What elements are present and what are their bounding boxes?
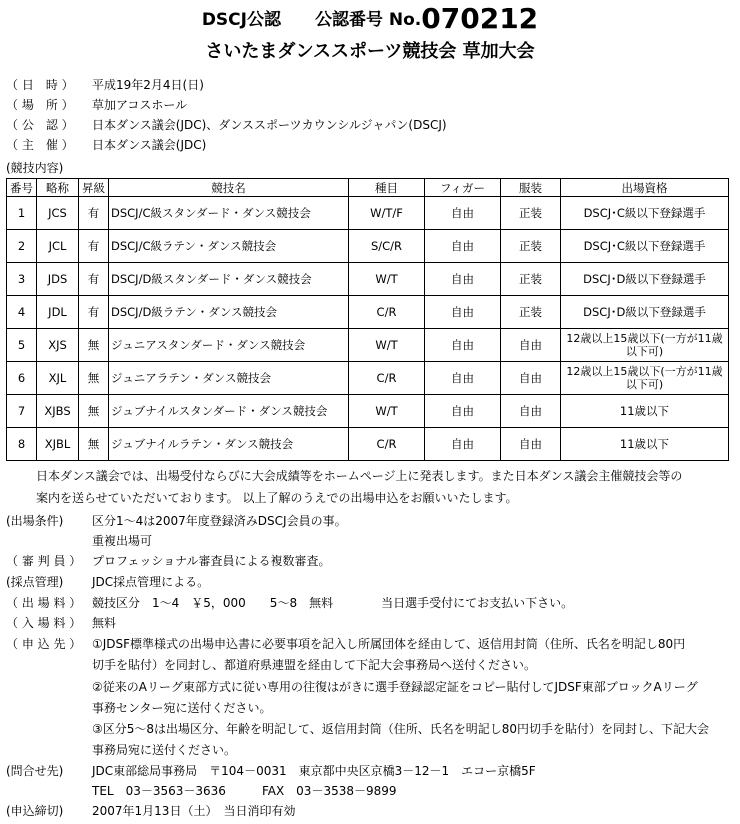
detail-key: (出場条件) [6, 514, 64, 528]
cell-name: ジュブナイルスタンダード・ダンス競技会 [109, 395, 349, 428]
cell-promo: 有 [79, 296, 109, 329]
table-row [7, 329, 729, 362]
table-row [7, 296, 729, 329]
header-dress: 服装 [501, 179, 561, 197]
cell-qual: 11歳以下 [561, 428, 729, 461]
detail-key: (申込締切) [6, 804, 64, 818]
info-key: （ 主 催 ） [6, 138, 74, 152]
cell-no: 8 [7, 428, 37, 461]
cell-promo: 無 [79, 362, 109, 395]
cell-promo: 有 [79, 263, 109, 296]
info-value: 平成19年2月4日(日) [92, 78, 204, 92]
events-table [6, 178, 729, 461]
detail-key: （ 入 場 料 ） [6, 616, 82, 630]
info-key: （ 公 認 ） [6, 118, 74, 132]
cert-label: 公認番号 No. [314, 10, 422, 30]
detail-key: (採点管理) [6, 575, 64, 589]
section-label: (競技内容) [6, 161, 64, 175]
header-promo: 昇級 [79, 179, 109, 197]
cell-no: 2 [7, 230, 37, 263]
info-value: 草加アコスホール [92, 98, 188, 112]
detail-key: （ 審 判 員 ） [6, 554, 82, 568]
cell-figure: 自由 [425, 263, 501, 296]
cell-name: ジュニアスタンダード・ダンス競技会 [109, 329, 349, 362]
detail-conditions [6, 512, 347, 529]
detail-value: 区分1～4は2007年度登録済みDSCJ会員の事。 [92, 514, 347, 528]
info-key: （ 日 時 ） [6, 78, 74, 92]
cell-qual: 11歳以下 [561, 395, 729, 428]
detail-value: プロフェッショナル審査員による複数審査。 [92, 554, 331, 568]
info-organizer [6, 136, 206, 153]
table-row [7, 362, 729, 395]
apply-line: ③区分5～8は出場区分、年齢を明記して、返信用封筒（住所、氏名を明記し80円切手を貼付）を同封し、下記大会 [92, 722, 710, 736]
contact-phone: TEL 03－3563－3636 FAX 03－3538－9899 [92, 784, 397, 798]
cell-figure: 自由 [425, 395, 501, 428]
cell-name: DSCJ/D級スタンダード・ダンス競技会 [109, 263, 349, 296]
cell-qual: DSCJ･C級以下登録選手 [561, 230, 729, 263]
table-row [7, 395, 729, 428]
cell-figure: 自由 [425, 197, 501, 230]
cell-dress: 自由 [501, 329, 561, 362]
cell-dance: C/R [349, 296, 425, 329]
cell-figure: 自由 [425, 362, 501, 395]
notice-line-2: 案内を送らせていただいております。 以上了解のうえでの出場申込をお願いいたします。 [36, 491, 518, 505]
header-figure: フィガー [425, 179, 501, 197]
cell-dress: 正装 [501, 263, 561, 296]
cell-promo: 有 [79, 230, 109, 263]
cell-dance: W/T/F [349, 197, 425, 230]
detail-value: 2007年1月13日（土） 当日消印有効 [92, 804, 296, 818]
cell-dance: W/T [349, 329, 425, 362]
cell-no: 4 [7, 296, 37, 329]
info-key: （ 場 所 ） [6, 98, 74, 112]
cell-no: 6 [7, 362, 37, 395]
detail-value: JDC東部総局事務局 〒104－0031 東京都中央区京橋3－12－1 エコー京橋5F [92, 764, 536, 778]
detail-value: JDC採点管理による。 [92, 575, 210, 589]
cell-dress: 自由 [501, 395, 561, 428]
detail-deadline [6, 802, 295, 819]
detail-scoring [6, 573, 209, 590]
cell-dance: W/T [349, 395, 425, 428]
cell-dance: S/C/R [349, 230, 425, 263]
detail-fee [6, 594, 573, 611]
detail-key: （ 申 込 先 ） [6, 637, 82, 651]
cell-name: ジュニアラテン・ダンス競技会 [109, 362, 349, 395]
table-row [7, 197, 729, 230]
event-title: さいたまダンススポーツ競技会 草加大会 [205, 41, 535, 62]
cell-no: 7 [7, 395, 37, 428]
cell-abbr: XJBS [37, 395, 79, 428]
cell-name: DSCJ/D級ラテン・ダンス競技会 [109, 296, 349, 329]
apply-line: 切手を貼付）を同封し、都道府県連盟を経由して下記大会事務局へ送付ください。 [92, 658, 537, 672]
cell-abbr: JDL [37, 296, 79, 329]
cell-figure: 自由 [425, 230, 501, 263]
cell-qual: DSCJ･D級以下登録選手 [561, 296, 729, 329]
cell-figure: 自由 [425, 329, 501, 362]
cell-promo: 無 [79, 428, 109, 461]
cell-no: 1 [7, 197, 37, 230]
cell-qual: DSCJ･D級以下登録選手 [561, 263, 729, 296]
cell-dance: W/T [349, 263, 425, 296]
cell-qual: 12歳以上15歳以下(一方が11歳以下可) [561, 329, 729, 362]
detail-entry [6, 614, 116, 631]
header-no: 番号 [7, 179, 37, 197]
apply-line: 事務局宛に送付ください。 [92, 743, 237, 757]
detail-value: 無料 [92, 616, 117, 630]
cell-dress: 正装 [501, 230, 561, 263]
cell-dance: C/R [349, 362, 425, 395]
cell-abbr: JCS [37, 197, 79, 230]
detail-key: （ 出 場 料 ） [6, 596, 82, 610]
info-value: 日本ダンス議会(JDC)、ダンススポーツカウンシルジャパン(DSCJ) [92, 118, 447, 132]
detail-judges [6, 552, 331, 569]
cell-dress: 自由 [501, 362, 561, 395]
detail-apply [6, 635, 685, 652]
table-row [7, 263, 729, 296]
info-value: 日本ダンス議会(JDC) [92, 138, 207, 152]
cell-promo: 無 [79, 329, 109, 362]
detail-contact [6, 762, 536, 779]
cell-no: 5 [7, 329, 37, 362]
org-label: DSCJ公認 [201, 10, 281, 30]
table-row [7, 428, 729, 461]
cert-number: 070212 [421, 2, 539, 35]
info-authorized [6, 116, 447, 133]
table-header-row [7, 179, 729, 197]
header-name: 競技名 [109, 179, 349, 197]
header-qual: 出場資格 [561, 179, 729, 197]
cell-name: ジュブナイルラテン・ダンス競技会 [109, 428, 349, 461]
cell-dance: C/R [349, 428, 425, 461]
apply-line: 事務センター宛に送付ください。 [92, 701, 272, 715]
cell-qual: 12歳以上15歳以下(一方が11歳以下可) [561, 362, 729, 395]
header-abbr: 略称 [37, 179, 79, 197]
detail-value: 競技区分 1～4 ￥5，000 5～8 無料 当日選手受付にてお支払い下さい。 [92, 596, 574, 610]
cell-figure: 自由 [425, 428, 501, 461]
cell-figure: 自由 [425, 296, 501, 329]
header-dance: 種目 [349, 179, 425, 197]
cell-name: DSCJ/C級スタンダード・ダンス競技会 [109, 197, 349, 230]
cell-abbr: JCL [37, 230, 79, 263]
detail-conditions-2: 重複出場可 [92, 534, 153, 548]
info-venue [6, 96, 187, 113]
document-header [0, 2, 740, 35]
cell-abbr: XJS [37, 329, 79, 362]
detail-key: (問合せ先) [6, 764, 64, 778]
cell-dress: 正装 [501, 197, 561, 230]
cell-promo: 無 [79, 395, 109, 428]
notice-line-1: 日本ダンス議会では、出場受付ならびに大会成績等をホームページ上に発表します。また日本ダンス議会主催競技会等の [36, 469, 683, 483]
cell-abbr: XJL [37, 362, 79, 395]
table-row [7, 230, 729, 263]
cell-name: DSCJ/C級ラテン・ダンス競技会 [109, 230, 349, 263]
apply-line: ②従来のAリーグ東部方式に従い専用の往復はがきに選手登録認定証をコピー貼付してJDSF東部ブロックAリーグ [92, 680, 698, 694]
cell-dress: 正装 [501, 296, 561, 329]
cell-abbr: JDS [37, 263, 79, 296]
cell-abbr: XJBL [37, 428, 79, 461]
cell-no: 3 [7, 263, 37, 296]
info-date [6, 76, 204, 93]
cell-qual: DSCJ･C級以下登録選手 [561, 197, 729, 230]
detail-value: ①JDSF標準様式の出場申込書に必要事項を記入し所属団体を経由して、返信用封筒（住所、氏名を明記し80円 [92, 637, 686, 651]
cell-promo: 有 [79, 197, 109, 230]
cell-dress: 自由 [501, 428, 561, 461]
